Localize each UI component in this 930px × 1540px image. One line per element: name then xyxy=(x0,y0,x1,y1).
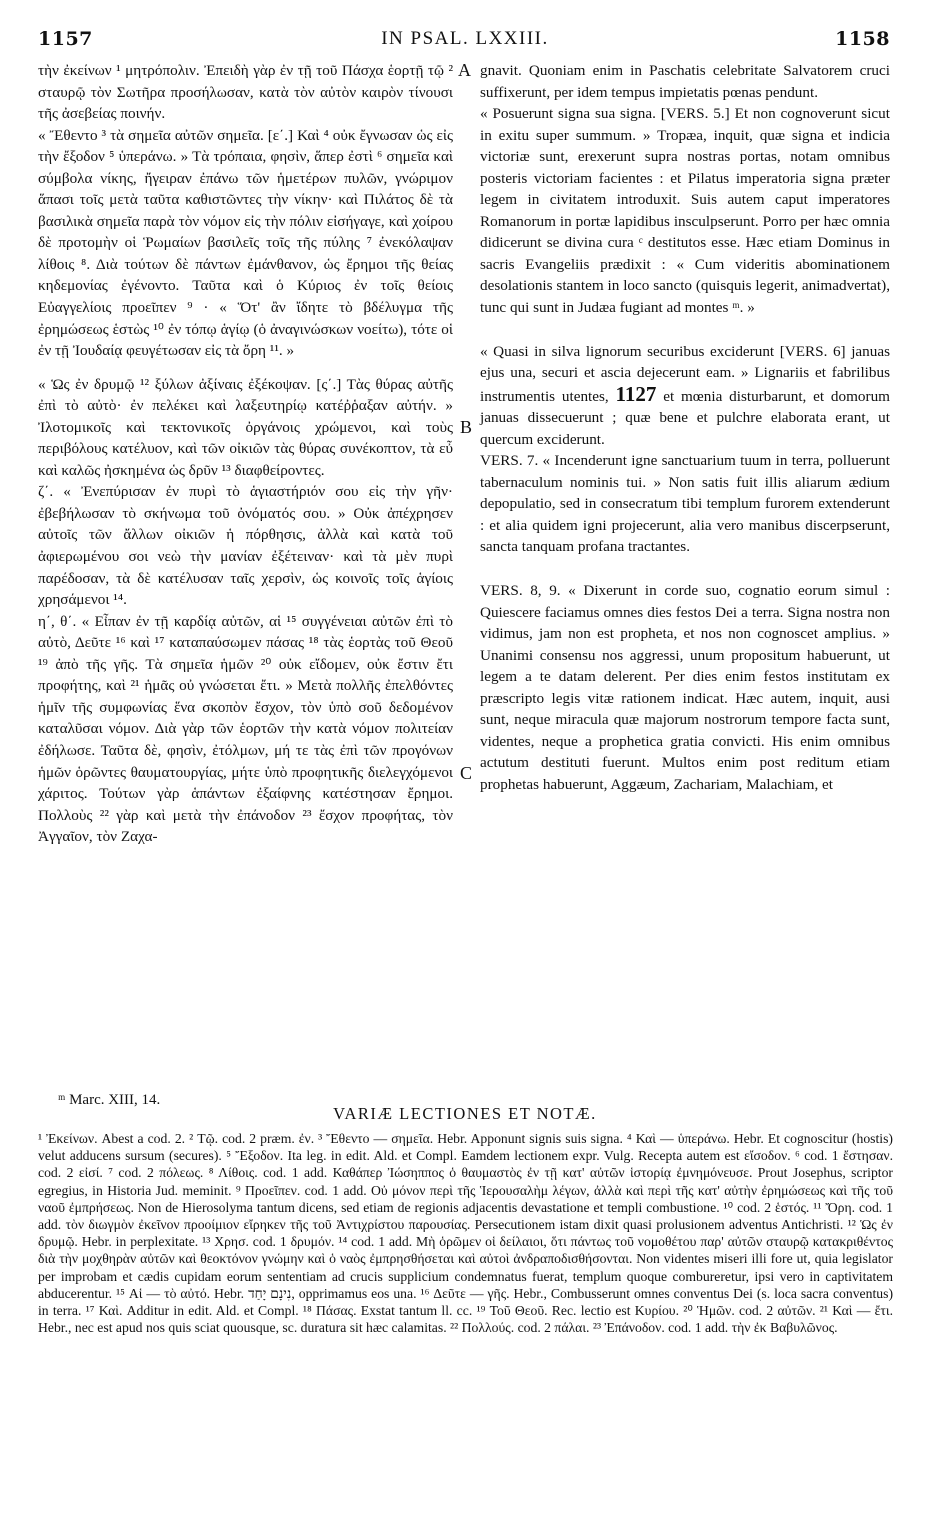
left-page-number: 1157 xyxy=(38,28,93,50)
greek-paragraph: ζ΄. « Ἐνεπύρισαν ἐν πυρὶ τὸ ἁγιαστήριόν σου εἰς τὴν γῆν· ἐβεβήλωσαν τὸ σκήνωμα τοῦ ὀνόματός σου. » Οὐκ ἀπέχρησεν αὐτοῖς τῶν ἄλλων οἰκιῶν ἡ πόρθησις, ἀλλὰ καὶ κατὰ τοῦ ἀφιερωμένου σοι νεὼ τὴν μανίαν ἐξέτειναν· καὶ τὰ μὲν πυρὶ παρέδοσαν, τὰ δὲ κατέλυσαν ταῖς χερσὶν, ὡς κοινοῖς τοῖς ἁγίοις χρησάμενοι ¹⁴. xyxy=(38,483,453,609)
scripture-reference: ᵐ Marc. XIII, 14. xyxy=(58,1092,161,1108)
notes-section xyxy=(38,1130,893,1336)
margin-letter-c: C xyxy=(460,763,473,783)
margin-letter-a: A xyxy=(458,60,471,80)
latin-paragraph: gnavit. Quoniam enim in Paschatis celebritate Salvatorem cruci suffixerunt, per idem tempus impietatis pœnas pendunt. xyxy=(480,62,890,101)
greek-paragraph: τὴν ἐκείνων ¹ μητρόπολιν. Ἐπειδὴ γὰρ ἐν τῇ τοῦ Πάσχα ἑορτῇ τῷ ² σταυρῷ τὸν Σωτῆρα προσήλωσαν, κατὰ τὸν αὐτὸν καιρὸν τίνουσι τῆς ἀσεβείας ποινήν. xyxy=(38,62,453,123)
latin-paragraph: VERS. 7. « Incenderunt igne sanctuarium tuum in terra, polluerunt tabernaculum nominis tui. » Non satis fuit illis aliarum ædium depopulatio, sed in consecratum tibi templum furorem extenderunt : et alia quidem igni projecerunt, alia vero manibus discerpserunt, sancta tanquam profana tractantes. xyxy=(480,452,890,556)
latin-paragraph-start: « Quasi in silva lignorum securibus exciderunt [VERS. 6] januas ejus una, securi et ascia dejecerunt eam. » Lignariis et fabrilibus instrumentis utentes, xyxy=(480,342,890,405)
greek-paragraph: « Ὡς ἐν δρυμῷ ¹² ξύλων ἀξίναις ἐξέκοψαν. [ς΄.] Τὰς θύρας αὐτῆς ἐπὶ τὸ αὐτὸ· ἐν πελέκει καὶ λαξευτηρίῳ κατέῤῥαξαν αὐτήν. » Ἰλοτομικοῖς καὶ τεκτονικοῖς ὀργάνοις χρώμενοι, καὶ τοὺς περιβόλους κατέλυον, καὶ τῶν οἰκιῶν τὰς θύρας συνέκοπτον, τὰ εὖ καὶ καλῶς ἠσκημένα ὡς δρῦν ¹³ διαφθείροντες. xyxy=(38,375,453,479)
latin-paragraph-end: et mœnia disturbarunt, et domorum januas dissecuerunt ; quæ bene et pulchre elaborata erant, ut quercum exciderunt. xyxy=(480,387,890,448)
latin-column xyxy=(480,60,890,796)
latin-paragraph xyxy=(480,341,890,451)
notes-title: VARIÆ LECTIONES ET NOTÆ. xyxy=(333,1104,597,1123)
right-page-number: 1158 xyxy=(835,28,890,50)
notes-text: ¹ Ἐκείνων. Abest a cod. 2. ² Τῷ. cod. 2 præm. ἐν. ³ Ἔθεντο — σημεῖα. Hebr. Apponunt signis suis signa. ⁴ Καὶ — ὑπεράνω. Hebr. Et cognoscitur (hostis) velut adducens sursum (secures). ⁵ Ἔξοδον. Ita leg. in edit. Ald. et Compl. Eamdem lectionem expr. Vulg. Recepta autem est εἴσοδον. ⁶ cod. 1 ἔστησαν. cod. 2 εἰσί. ⁷ cod. 2 πόλεως. ⁸ Λίθοις. cod. 1 add. Καθάπερ Ἰώσηππος ὁ θαυμαστὸς ἐν τῇ κατ' αὐτῶν ἱστορίᾳ ἐμνημόνευσε. Prout Josephus, scriptor egregius, in Historia Jud. meminit. ⁹ Προεῖπεν. cod. 1 add. Οὐ μόνον περὶ τῆς Ἱερουσαλὴμ λέγων, ἀλλὰ καὶ περὶ τῆς κατ' αὐτὴν ἐρημώσεως καὶ τῆς τοῦ ναοῦ ἐμπρήσεως. Non de Hierosolyma tantum dicens, sed etiam de regionis adjacentis devastatione et templi combustione. ¹⁰ cod. 2 ἑστός. ¹¹ Ὄρη. cod. 1 add. τὸν διωγμὸν ἐκεῖνον προοίμιον εἴρηκεν τῆς τοῦ Ἀντιχρίστου παρουσίας. Persecutionem istam dixit quasi prolusionem adventus Antichristi. ¹² Ὡς ἐν δρυμῷ. Hebr. in perplexitate. ¹³ Χρησ. cod. 1 δρυμόν. ¹⁴ cod. 1 add. Μὴ ὁρῶμεν οἱ δείλαιοι, ὅτι πάντως τοῦ νομοθέτου παρ' αὐτῶν σταυρῷ κατακριθέντος διὰ τὴν μοχθηρὰν αὐτῶν καὶ θεοκτόνον γνώμην καὶ ὁ ναὸς ἐμπρησθήσεται καὶ αὐτοὶ ἀνδραποδισθήσονται. Non videntes miseri illi fore ut, quia legislator per improbam et cædis cupidam eorum sententiam ad crucis supplicium condemnatus fuerat, templum quoque combureretur, ipsi vero in captivitatem abducerentur. ¹⁵ Αἱ — τὸ αὐτό. Hebr. נִינָם יָחַד, opprimamus eos una. ¹⁶ Δεῦτε — γῆς. Hebr., Combusserunt omnes conventus Dei (s. loca sacra conventus) in terra. ¹⁷ Καὶ. Additur in edit. Ald. et Compl. ¹⁸ Πάσας. Exstat tantum ll. cc. ¹⁹ Τοῦ Θεοῦ. Rec. lectio est Κυρίου. ²⁰ Ἡμῶν. cod. 2 αὐτῶν. ²¹ Καὶ — ἔτι. Hebr., nec est apud nos quis sciat quousque, sc. duratura sit hæc calamitas. ²² Πολλούς. cod. 2 πάλαι. ²³ Ἐπάνοδον. cod. 1 add. τὴν ἐκ Βαβυλῶνος. xyxy=(38,1131,893,1336)
page-header xyxy=(0,28,930,54)
greek-column xyxy=(38,60,453,848)
latin-paragraph: VERS. 8, 9. « Dixerunt in corde suo, cognatio eorum simul : Quiescere faciamus omnes dies festos Dei a terra. Signa nostra non vidimus, jam non est propheta, et nos non cognoscet amplius. » Unanimi consensu nos aggressi, unum propositum habuerunt, ut legem a te datam delerent. Per dies enim festos institutam ex præscripto legis vitæ rationem indicat. Hæc autem, inquit, ausi sunt, neque miracula quæ majorum nostrorum tempore facta sunt, videntes, neque a prophetica gratia convicti. His enim omnibus actutum destituti fuerunt. Multos enim post reditum etiam prophetas habuerunt, Aggæum, Zachariam, Malachiam, et xyxy=(480,582,890,793)
margin-letter-b: B xyxy=(460,417,473,437)
greek-paragraph: η΄, θ΄. « Εἶπαν ἐν τῇ καρδίᾳ αὐτῶν, αἱ ¹⁵ συγγένειαι αὐτῶν ἐπὶ τὸ αὐτὸ, Δεῦτε ¹⁶ καὶ ¹⁷ καταπαύσωμεν πάσας ¹⁸ τὰς ἑορτὰς τοῦ Θεοῦ ¹⁹ ἀπὸ τῆς γῆς. Τὰ σημεῖα ἡμῶν ²⁰ οὐκ εἴδομεν, οὐκ ἔστιν ἔτι προφήτης, καὶ ²¹ ἡμᾶς οὐ γνώσεται ἔτι. » Μετὰ πολλῆς ἐπελθόντες ἡμῖν τῆς συμφωνίας ἕνα σκοπὸν ἔσχον, τὸν ὑπὸ σοῦ δεδομένον καταλῦσαι νόμον. Διὰ γὰρ τῶν ἑορτῶν τὴν κατὰ νόμον πολιτείαν ἐδήλωσε. Ταῦτα δὲ, φησὶν, ἐτόλμων, μή τε τὰς ἐπὶ τῶν προγόνων ἡμῶν ὁρῶντες θαυματουργίας, μήτε ὑπὸ προφητικῆς διελεγχόμενοι χάριτος. Τούτων γὰρ ἁπάντων ἐξαίφνης κατέστησαν ἔρημοι. Πολλοὺς ²² γὰρ καὶ μετὰ τὴν ἐπάνοδον ²³ ἔσχον προφήτας, τὸν Ἀγγαῖον, τὸν Ζαχα- xyxy=(38,612,453,846)
greek-paragraph: « Ἔθεντο ³ τὰ σημεῖα αὐτῶν σημεῖα. [ε΄.] Καὶ ⁴ οὐκ ἔγνωσαν ὡς εἰς τὴν ἔξοδον ⁵ ὑπεράνω. » Τὰ τρόπαια, φησὶν, ἅπερ ἐστὶ ⁶ σημεῖα καὶ σύμβολα νίκης, ἤγειραν ἐπάνω τῶν ἡμετέρων πυλῶν, γνώριμον ἅπασι τοῖς μετὰ ταῦτα καθιστῶντες τὴν νίκην· καὶ Πιλάτος δὲ τὰ βασιλικὰ σημεῖα παρὰ τὸν νόμον εἰς τὴν πόλιν εἰσήγαγε, καὶ χοίρου δὲ προτομὴν οἱ Ῥωμαίων βασιλεῖς τοῖς τῆς πύλης ⁷ ἐνεκόλαψαν λίθοις ⁸. Διὰ τούτων δὲ πάντων ἐμάνθανον, ὡς ἔρημοι τῆς θείας κηδεμονίας ἐγένοντο. Ταῦτα καὶ ὁ Κύριος ἐν τοῖς θείοις Εὐαγγελίοις προεῖπεν ⁹ · « Ὅτ' ἂν ἴδητε τὸ βδέλυγμα τῆς ἐρημώσεως ἑστὼς ¹⁰ ἐν τόπῳ ἁγίῳ (ὁ ἀναγινώσκων νοείτω), τότε οἱ ἐν τῇ Ἰουδαίᾳ φευγέτωσαν εἰς τὰ ὄρη ¹¹. » xyxy=(38,126,453,360)
running-title: IN PSAL. LXXIII. xyxy=(381,28,549,49)
column-number: 1127 xyxy=(615,381,657,406)
latin-paragraph: « Posuerunt signa sua signa. [VERS. 5.] Et non cognoverunt sicut in exitu super summum. » Tropæa, inquit, quæ signa et indicia victoriæ sunt, erexerunt supra nostras portas, notam omnibus posteris victoriam facientes : et Pilatus imperatoria signa præter legem in civitatem introduxit. Suis autem caput imperatores Romanorum in portæ lapidibus insculpserunt. Porro per hæc omnia didicerunt se divina cura ᶜ destitutos esse. Hæc etiam Dominus in sacris Evangeliis prædixit : « Cum videritis abominationem desolationis stantem in loco sancto (quisquis legerit, animadvertat), tunc qui sunt in Judæa fugiant ad montes ᵐ. » xyxy=(480,105,890,317)
